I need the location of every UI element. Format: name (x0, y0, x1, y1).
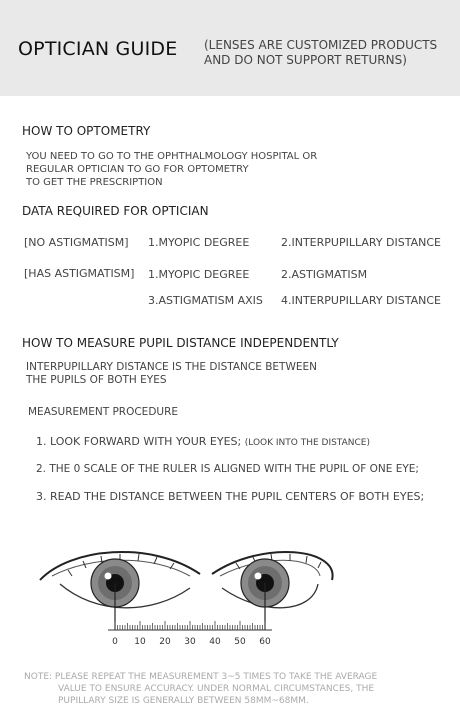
has-astig-item-ipd: 4.INTERPUPILLARY DISTANCE (281, 294, 441, 307)
left-eye-icon (40, 552, 200, 608)
header-note-line: AND DO NOT SUPPORT RETURNS) (204, 53, 407, 67)
pupil-description-line: INTERPUPILLARY DISTANCE IS THE DISTANCE BETWEEN (26, 361, 317, 373)
ruler-label: 0 (112, 637, 118, 647)
eyes-ruler-illustration (0, 530, 460, 655)
has-astig-item-myopic: 1.MYOPIC DEGREE (148, 268, 250, 281)
data-required-heading: DATA REQUIRED FOR OPTICIAN (22, 204, 209, 218)
step-1 (36, 435, 370, 448)
header-banner (0, 0, 460, 96)
measurement-note (24, 671, 377, 707)
ruler-label: 20 (159, 637, 171, 647)
note-line: VALUE TO ENSURE ACCURACY. UNDER NORMAL CIRCUMSTANCES, THE (58, 684, 375, 694)
procedure-heading: MEASUREMENT PROCEDURE (28, 406, 179, 418)
pupil-description-line: THE PUPILS OF BOTH EYES (26, 374, 167, 386)
ruler-label: 60 (259, 637, 271, 647)
optometry-line: YOU NEED TO GO TO THE OPHTHALMOLOGY HOSPITAL OR (26, 151, 318, 162)
ruler-label: 10 (134, 637, 146, 647)
ruler (108, 621, 272, 647)
pupil-description (26, 361, 317, 387)
pupil-heading: HOW TO MEASURE PUPIL DISTANCE INDEPENDENTLY (22, 336, 339, 350)
optometry-line: REGULAR OPTICIAN TO GO FOR OPTOMETRY (26, 164, 249, 175)
has-astigmatism-label: [HAS ASTIGMATISM] (24, 267, 135, 280)
step-1-note: (LOOK INTO THE DISTANCE) (244, 438, 370, 448)
has-astig-item-astigmatism: 2.ASTIGMATISM (281, 268, 368, 281)
ruler-label: 30 (184, 637, 196, 647)
ruler-label: 40 (209, 637, 221, 647)
header-note-line: (LENSES ARE CUSTOMIZED PRODUCTS (204, 38, 438, 52)
ruler-label: 50 (234, 637, 246, 647)
optometry-text (26, 150, 317, 189)
optometry-line: TO GET THE PRESCRIPTION (26, 177, 163, 188)
optometry-heading: HOW TO OPTOMETRY (22, 124, 151, 138)
no-astig-item-myopic: 1.MYOPIC DEGREE (148, 236, 250, 249)
right-eye-icon (212, 552, 333, 608)
no-astigmatism-label: [NO ASTIGMATISM] (24, 236, 129, 249)
has-astig-item-axis: 3.ASTIGMATISM AXIS (148, 294, 263, 307)
no-astig-item-ipd: 2.INTERPUPILLARY DISTANCE (281, 236, 441, 249)
step-1-main: 1. LOOK FORWARD WITH YOUR EYES; (36, 435, 242, 448)
step-3: 3. READ THE DISTANCE BETWEEN THE PUPIL CENTERS OF BOTH EYES; (36, 490, 425, 503)
note-line: NOTE: PLEASE REPEAT THE MEASUREMENT 3~5 TIMES TO TAKE THE AVERAGE (24, 672, 378, 682)
page-title: OPTICIAN GUIDE (18, 38, 178, 60)
step-2: 2. THE 0 SCALE OF THE RULER IS ALIGNED WITH THE PUPIL OF ONE EYE; (36, 463, 419, 475)
note-line: PUPILLARY SIZE IS GENERALLY BETWEEN 58MM~68MM. (58, 696, 309, 706)
header-note (204, 38, 437, 68)
